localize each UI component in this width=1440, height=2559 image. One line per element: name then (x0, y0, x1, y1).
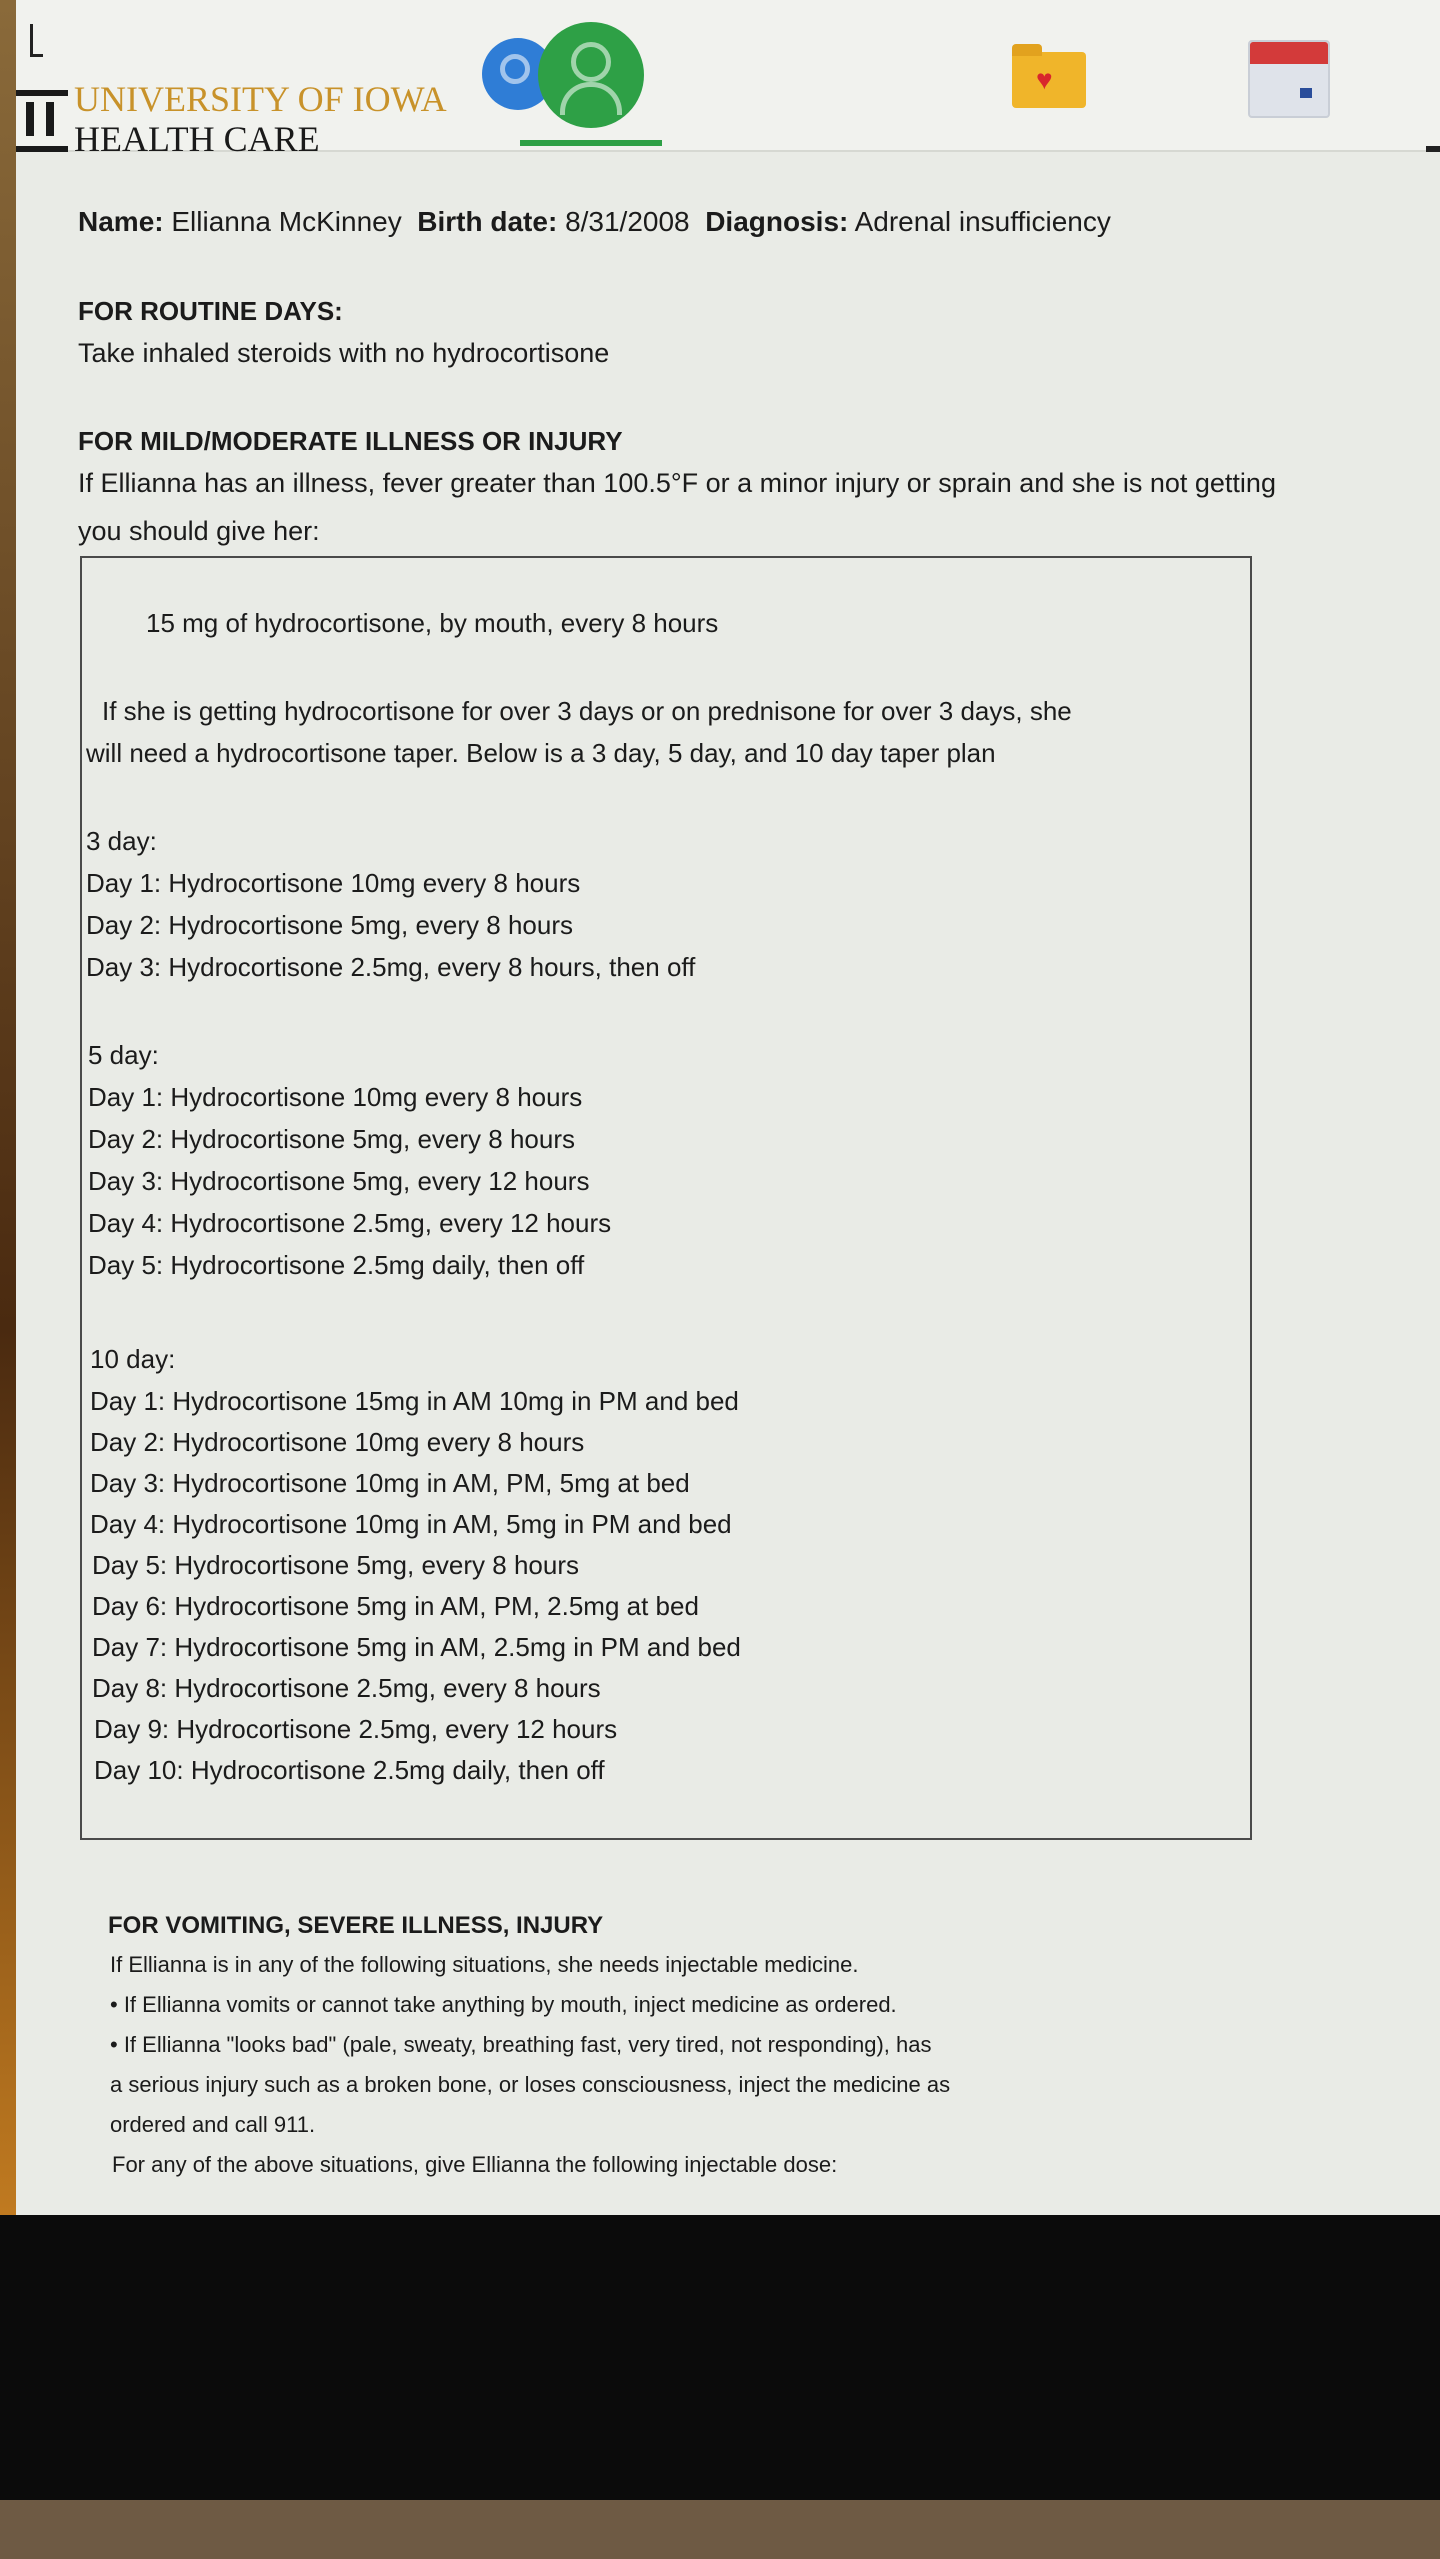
birth-date-label: Birth date: (417, 206, 558, 237)
name-label: Name: (78, 206, 164, 237)
taper-10-day-4: Day 4: Hydrocortisone 10mg in AM, 5mg in PM and bed (90, 1509, 732, 1539)
taper-3-day-1: Day 1: Hydrocortisone 10mg every 8 hours (86, 868, 581, 898)
avatar-body (560, 82, 622, 115)
severe-line-2: • If Ellianna vomits or cannot take anything by mouth, inject medicine as ordered. (110, 1992, 897, 2017)
routine-text: Take inhaled steroids with no hydrocortisone (78, 338, 610, 368)
background-edge (0, 0, 16, 2215)
taper-10-day-10: Day 10: Hydrocortisone 2.5mg daily, then off (94, 1755, 605, 1785)
taper-3-day-3: Day 3: Hydrocortisone 2.5mg, every 8 hours, then off (86, 952, 696, 982)
mild-line-2: you should give her: (78, 516, 320, 546)
severe-line-1: If Ellianna is in any of the following situations, she needs injectable medicine. (110, 1952, 859, 1977)
logo-line-2: HEALTH CARE (74, 119, 320, 159)
folder-heart-icon[interactable] (1012, 52, 1086, 108)
taper-5-day-4: Day 4: Hydrocortisone 2.5mg, every 12 hours (88, 1208, 612, 1238)
taper-note-1: If she is getting hydrocortisone for over 3 days or on prednisone for over 3 days, she (102, 696, 1072, 726)
desk-surface (0, 2500, 1440, 2559)
taper-5-title: 5 day: (88, 1040, 159, 1070)
patient-header (78, 206, 1111, 238)
mild-title: FOR MILD/MODERATE ILLNESS OR INJURY (78, 426, 623, 456)
active-tab-indicator (520, 140, 662, 146)
taper-5-day-3: Day 3: Hydrocortisone 5mg, every 12 hours (88, 1166, 590, 1196)
avatar-head (571, 42, 611, 82)
severe-line-6: For any of the above situations, give Ellianna the following injectable dose: (112, 2152, 838, 2177)
document-page (40, 152, 1440, 2215)
taper-10-day-8: Day 8: Hydrocortisone 2.5mg, every 8 hours (92, 1673, 601, 1703)
diagnosis-label: Diagnosis: (705, 206, 849, 237)
patient-name: Ellianna McKinney (171, 206, 402, 237)
taper-10-day-3: Day 3: Hydrocortisone 10mg in AM, PM, 5mg at bed (90, 1468, 690, 1498)
birth-date: 8/31/2008 (565, 206, 690, 237)
corner-mark-icon (30, 24, 43, 57)
mild-line-1: If Ellianna has an illness, fever greater than 100.5°F or a minor injury or sprain and she is not getting (78, 468, 1276, 498)
severe-line-5: ordered and call 911. (110, 2112, 316, 2137)
taper-10-day-9: Day 9: Hydrocortisone 2.5mg, every 12 hours (94, 1714, 618, 1744)
taper-3-day-2: Day 2: Hydrocortisone 5mg, every 8 hours (86, 910, 573, 940)
calendar-date-marker (1300, 88, 1312, 98)
calendar-header (1250, 42, 1328, 64)
taper-3-title: 3 day: (86, 826, 157, 856)
university-logo-icon (16, 90, 68, 152)
taper-10-title: 10 day: (90, 1344, 176, 1374)
taper-10-day-1: Day 1: Hydrocortisone 15mg in AM 10mg in PM and bed (90, 1386, 739, 1416)
top-navigation-bar (16, 0, 1440, 159)
taper-10-day-2: Day 2: Hydrocortisone 10mg every 8 hours (90, 1427, 585, 1457)
taper-5-day-1: Day 1: Hydrocortisone 10mg every 8 hours (88, 1082, 583, 1112)
calendar-icon[interactable] (1248, 40, 1330, 118)
taper-note-2: will need a hydrocortisone taper. Below is a 3 day, 5 day, and 10 day taper plan (86, 738, 996, 768)
taper-5-day-5: Day 5: Hydrocortisone 2.5mg daily, then off (88, 1250, 585, 1280)
profile-green-icon[interactable] (538, 22, 644, 128)
taper-10-day-6: Day 6: Hydrocortisone 5mg in AM, PM, 2.5mg at bed (92, 1591, 699, 1621)
severe-title: FOR VOMITING, SEVERE ILLNESS, INJURY (108, 1912, 604, 1939)
severe-line-3: • If Ellianna "looks bad" (pale, sweaty, breathing fast, very tired, not responding), has (110, 2032, 932, 2057)
taper-10-day-7: Day 7: Hydrocortisone 5mg in AM, 2.5mg in PM and bed (92, 1632, 741, 1662)
logo-line-1: UNIVERSITY OF IOWA (74, 79, 447, 119)
heart-icon: ♥ (1036, 64, 1053, 95)
routine-title: FOR ROUTINE DAYS: (78, 296, 343, 326)
avatar-head (500, 54, 530, 84)
taper-10-day-5: Day 5: Hydrocortisone 5mg, every 8 hours (92, 1550, 579, 1580)
mild-dose: 15 mg of hydrocortisone, by mouth, every 8 hours (146, 608, 719, 638)
diagnosis: Adrenal insufficiency (854, 206, 1111, 237)
severe-line-4: a serious injury such as a broken bone, or loses consciousness, inject the medicine as (110, 2072, 951, 2097)
taper-5-day-2: Day 2: Hydrocortisone 5mg, every 8 hours (88, 1124, 575, 1154)
taper-plan-box (80, 556, 1252, 1840)
university-logo[interactable] (16, 72, 447, 162)
